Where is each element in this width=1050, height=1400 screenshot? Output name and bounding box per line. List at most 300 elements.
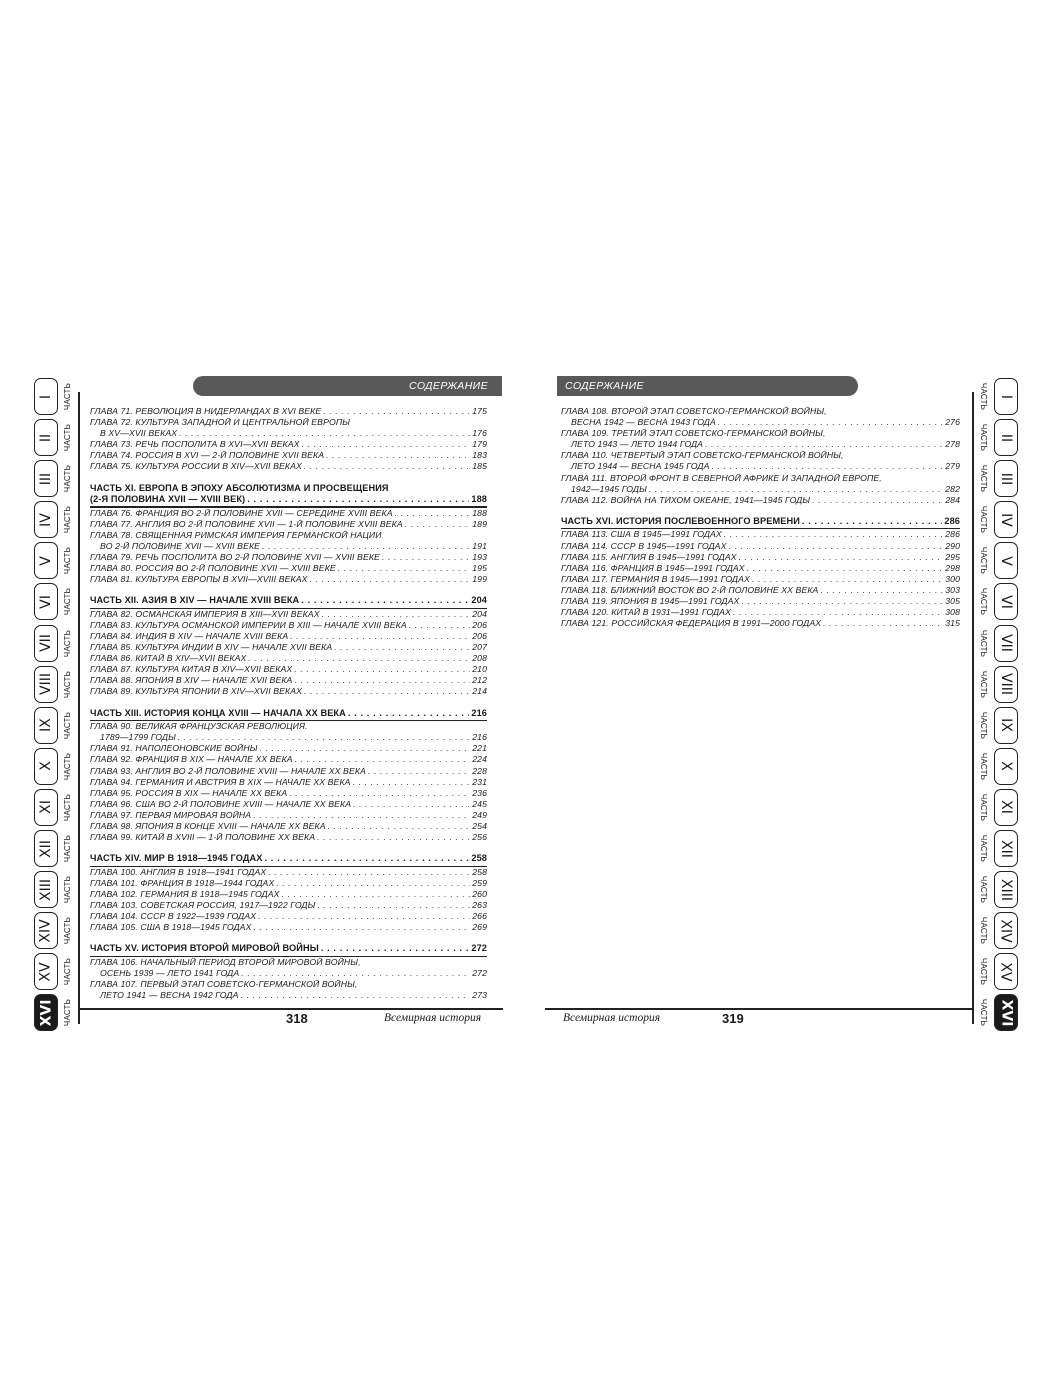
- entry-continuation-line: [90, 990, 487, 1001]
- dot-leader: [178, 732, 470, 743]
- right-page-number: 319: [722, 1011, 744, 1026]
- entry-first-line: [90, 483, 487, 494]
- part-tab-numeral: VIII: [38, 673, 54, 696]
- toc-chapter-entry: [561, 585, 960, 596]
- entry-page-number: 175: [472, 406, 487, 416]
- entry-first-line: [561, 473, 960, 484]
- entry-page-number: 183: [472, 450, 487, 461]
- entry-page-number: 303: [945, 584, 960, 595]
- entry-line: [90, 406, 487, 417]
- entry-line: [90, 878, 487, 889]
- dot-leader: [253, 810, 470, 821]
- part-tab-xii[interactable]: [976, 828, 1018, 869]
- part-tab-xiv[interactable]: [976, 910, 1018, 951]
- part-tab-word: ЧАСТЬ: [63, 793, 73, 822]
- part-tab-numeral-box: [34, 789, 58, 826]
- entry-title: ГЛАВА 97. ПЕРВАЯ МИРОВАЯ ВОЙНА: [90, 809, 252, 820]
- toc-chapter-entry: [90, 799, 487, 810]
- part-tab-word-box: [976, 791, 992, 824]
- dot-leader: [289, 788, 470, 799]
- part-tab-word: ЧАСТЬ: [979, 588, 989, 616]
- part-tab-numeral: IV: [998, 512, 1014, 527]
- toc-chapter-entry: [561, 406, 960, 428]
- part-tab-xiv[interactable]: [34, 910, 76, 951]
- part-tab-numeral-box: [994, 625, 1018, 662]
- toc-chapter-entry: [90, 574, 487, 585]
- entry-title: ГЛАВА 105. США В 1918—1945 ГОДАХ: [90, 922, 252, 933]
- left-footer-title: Всемирная история: [384, 1012, 482, 1024]
- part-tab-word: ЧАСТЬ: [979, 629, 989, 657]
- part-tab-xi[interactable]: [34, 787, 76, 828]
- entry-page-number: 179: [472, 439, 487, 450]
- entry-title: ГЛАВА 108. ВТОРОЙ ЭТАП СОВЕТСКО-ГЕРМАНСКОЙ ВОЙНЫ,: [561, 406, 827, 416]
- entry-title: ГЛАВА 75. КУЛЬТУРА РОССИИ В XIV—XVII ВЕКАХ: [90, 461, 302, 472]
- dot-leader: [248, 653, 470, 664]
- right-footer-title: Всемирная история: [563, 1012, 661, 1024]
- entry-first-line: [90, 979, 487, 990]
- entry-line: [561, 516, 960, 527]
- dot-leader: [253, 922, 470, 933]
- entry-title: (2-Я ПОЛОВИНА XVII — XVIII ВЕК): [90, 493, 246, 504]
- entry-page-number: 295: [945, 551, 960, 562]
- part-tab-numeral: II: [37, 433, 54, 442]
- part-tab-numeral: XI: [37, 800, 54, 815]
- part-tab-word-box: [60, 791, 76, 824]
- entry-first-line: [561, 450, 960, 461]
- part-tab-word: ЧАСТЬ: [63, 629, 73, 657]
- entry-line: [90, 519, 487, 530]
- part-tab-numeral: V: [997, 556, 1014, 566]
- entry-title: ГЛАВА 104. СССР В 1922—1939 ГОДАХ: [90, 911, 257, 922]
- dot-leader: [741, 596, 943, 607]
- entry-title: ГЛАВА 73. РЕЧЬ ПОСПОЛИТА В XVI—XVII ВЕКАХ: [90, 439, 300, 450]
- part-tab-i[interactable]: [976, 376, 1018, 417]
- toc-chapter-entry: [90, 417, 487, 439]
- part-tab-xvi[interactable]: [34, 992, 76, 1033]
- part-tab-word: ЧАСТЬ: [63, 465, 73, 493]
- entry-line: [90, 450, 487, 461]
- part-tab-numeral-box: [34, 625, 58, 662]
- entry-line: [561, 495, 960, 506]
- entry-page-number: 195: [472, 563, 487, 574]
- part-tab-x[interactable]: [34, 746, 76, 787]
- entry-title: В XV—XVII ВЕКАХ: [100, 428, 178, 439]
- part-tab-numeral-box: [994, 378, 1018, 415]
- part-tab-word-box: [976, 668, 992, 701]
- part-tab-numeral-box: [34, 707, 58, 744]
- part-tab-numeral: VIII: [998, 673, 1014, 696]
- entry-title: ЧАСТЬ XI. ЕВРОПА В ЭПОХУ АБСОЛЮТИЗМА И ПРОСВЕЩЕНИЯ: [90, 482, 389, 493]
- entry-line: [90, 642, 487, 653]
- entry-title: ЧАСТЬ XIII. ИСТОРИЯ КОНЦА XVIII — НАЧАЛА XX ВЕКА: [90, 707, 346, 718]
- entry-title: ЛЕТО 1941 — ВЕСНА 1942 ГОДА: [100, 990, 239, 1001]
- entry-line: [90, 508, 487, 519]
- entry-title: ЧАСТЬ XVI. ИСТОРИЯ ПОСЛЕВОЕННОГО ВРЕМЕНИ: [561, 515, 800, 526]
- dot-leader: [802, 516, 942, 527]
- dot-leader: [295, 754, 471, 765]
- entry-page-number: 284: [945, 494, 960, 505]
- entry-line: [90, 743, 487, 754]
- part-tab-xiii[interactable]: [34, 869, 76, 910]
- entry-page-number: 300: [945, 573, 960, 584]
- part-tab-iii[interactable]: [34, 458, 76, 499]
- part-tab-ix[interactable]: [976, 705, 1018, 746]
- entry-title: ГЛАВА 82. ОСМАНСКАЯ ИМПЕРИЯ В XIII—XVII ВЕКАХ: [90, 608, 320, 619]
- part-tab-word-box: [60, 709, 76, 742]
- entry-page-number: 188: [471, 493, 487, 504]
- part-tab-word: ЧАСТЬ: [979, 711, 989, 739]
- dot-leader: [353, 777, 471, 788]
- right-page-border: [972, 392, 974, 1024]
- part-tab-numeral-box: [34, 419, 58, 456]
- part-tab-numeral-box: [34, 871, 58, 908]
- entry-line: [90, 664, 487, 675]
- part-tabs-right: [976, 376, 1018, 1034]
- part-tab-numeral-box: [34, 378, 58, 415]
- dot-leader: [724, 529, 943, 540]
- part-tab-word-box: [976, 914, 992, 947]
- dot-leader: [733, 607, 943, 618]
- right-header-title: СОДЕРЖАНИЕ: [565, 380, 644, 392]
- entry-title: ГЛАВА 116. ФРАНЦИЯ В 1945—1991 ГОДАХ: [561, 562, 745, 573]
- part-tab-v[interactable]: [34, 540, 76, 581]
- entry-page-number: 188: [472, 507, 487, 518]
- part-tab-numeral-box: [994, 542, 1018, 579]
- part-tab-numeral-box: [34, 501, 58, 538]
- entry-line: [561, 607, 960, 618]
- entry-continuation-line: [90, 428, 487, 439]
- part-tab-i[interactable]: [34, 376, 76, 417]
- entry-line: [90, 595, 487, 606]
- dot-leader: [240, 990, 470, 1001]
- toc-chapter-entry: [561, 607, 960, 618]
- part-tab-word: ЧАСТЬ: [63, 958, 73, 986]
- toc-chapter-entry: [561, 450, 960, 472]
- toc-chapter-entry: [90, 675, 487, 686]
- entry-title: ГЛАВА 101. ФРАНЦИЯ В 1918—1944 ГОДАХ: [90, 877, 275, 888]
- left-toc-page: [90, 406, 487, 1001]
- entry-first-line: [561, 428, 960, 439]
- entry-title: ГЛАВА 95. РОССИЯ В XIX — НАЧАЛЕ XX ВЕКА: [90, 787, 288, 798]
- part-tab-word-box: [60, 585, 76, 618]
- part-tabs-left: [34, 376, 76, 1034]
- entry-page-number: 206: [472, 619, 487, 630]
- entry-title: 1789—1799 ГОДЫ: [100, 732, 176, 743]
- entry-title: ГЛАВА 91. НАПОЛЕОНОВСКИЕ ВОЙНЫ: [90, 743, 258, 754]
- part-tab-numeral: II: [997, 433, 1014, 442]
- part-tab-iv[interactable]: [976, 499, 1018, 540]
- part-tab-word: ЧАСТЬ: [979, 670, 989, 698]
- entry-line: [90, 754, 487, 765]
- entry-line: [90, 867, 487, 878]
- part-tab-word: ЧАСТЬ: [979, 382, 989, 411]
- part-tab-word-box: [976, 873, 992, 906]
- part-tab-word-box: [976, 627, 992, 660]
- toc-chapter-entry: [90, 777, 487, 788]
- entry-page-number: 231: [472, 776, 487, 787]
- toc-part-heading: [90, 708, 487, 722]
- part-tab-word: ЧАСТЬ: [979, 424, 989, 452]
- entry-first-line: [90, 721, 487, 732]
- part-tab-word: ЧАСТЬ: [63, 752, 73, 780]
- part-tab-xvi[interactable]: [976, 992, 1018, 1033]
- entry-page-number: 308: [945, 607, 960, 618]
- entry-page-number: 204: [471, 595, 487, 606]
- entry-line: [90, 620, 487, 631]
- part-tab-xii[interactable]: [34, 828, 76, 869]
- part-tab-numeral: XI: [997, 800, 1014, 815]
- entry-title: ГЛАВА 118. БЛИЖНИЙ ВОСТОК ВО 2-Й ПОЛОВИНЕ XX ВЕКА: [561, 584, 819, 595]
- entry-title: ГЛАВА 74. РОССИЯ В XVI — 2-Й ПОЛОВИНЕ XVII ВЕКА: [90, 450, 325, 461]
- entry-line: [90, 900, 487, 911]
- entry-page-number: 276: [945, 417, 960, 428]
- entry-title: ГЛАВА 83. КУЛЬТУРА ОСМАНСКОЙ ИМПЕРИИ В XIII — НАЧАЛЕ XVIII ВЕКА: [90, 619, 407, 630]
- toc-chapter-entry: [561, 552, 960, 563]
- entry-title: ГЛАВА 92. ФРАНЦИЯ В XIX — НАЧАЛЕ XX ВЕКА: [90, 754, 293, 765]
- part-tab-word-box: [976, 750, 992, 783]
- part-tab-numeral: XII: [997, 839, 1014, 858]
- part-tab-numeral-box: [994, 912, 1018, 949]
- part-tab-vi[interactable]: [976, 581, 1018, 622]
- part-tab-ix[interactable]: [34, 705, 76, 746]
- part-tab-word-box: [60, 996, 76, 1029]
- toc-part-heading: [90, 483, 487, 508]
- part-tab-numeral: XVI: [998, 999, 1014, 1027]
- entry-page-number: 206: [472, 631, 487, 641]
- entry-page-number: 199: [472, 574, 487, 585]
- part-tab-viii[interactable]: [976, 664, 1018, 705]
- part-tab-numeral-box: [34, 666, 58, 703]
- part-tab-word-box: [60, 955, 76, 988]
- part-tab-numeral: X: [998, 761, 1014, 772]
- entry-title: ГЛАВА 110. ЧЕТВЕРТЫЙ ЭТАП СОВЕТСКО-ГЕРМАНСКОЙ ВОЙНЫ,: [561, 450, 844, 461]
- entry-title: ГЛАВА 114. СССР В 1945—1991 ГОДАХ: [561, 540, 727, 551]
- part-tab-numeral: I: [37, 394, 54, 399]
- dot-leader: [368, 766, 470, 777]
- entry-line: [90, 439, 487, 450]
- part-tab-numeral-box: [34, 748, 58, 785]
- part-tab-word-box: [60, 668, 76, 701]
- toc-chapter-entry: [561, 473, 960, 495]
- dot-leader: [711, 461, 943, 472]
- dot-leader: [382, 552, 470, 563]
- part-tab-word-box: [60, 873, 76, 906]
- toc-chapter-entry: [561, 495, 960, 506]
- entry-page-number: 185: [472, 461, 487, 472]
- entry-page-number: 260: [472, 888, 487, 899]
- entry-first-line: [90, 530, 487, 541]
- entry-page-number: 259: [472, 877, 487, 888]
- dot-leader: [282, 889, 471, 900]
- entry-title: ГЛАВА 88. ЯПОНИЯ В XIV — НАЧАЛЕ XVII ВЕКА: [90, 675, 293, 686]
- part-tab-numeral: XVI: [38, 999, 54, 1027]
- entry-continuation-line: [561, 417, 960, 428]
- entry-title: ГЛАВА 107. ПЕРВЫЙ ЭТАП СОВЕТСКО-ГЕРМАНСКОЙ ВОЙНЫ,: [90, 979, 358, 990]
- part-tab-v[interactable]: [976, 540, 1018, 581]
- dot-leader: [310, 574, 471, 585]
- entry-continuation-line: [561, 439, 960, 450]
- toc-chapter-entry: [90, 508, 487, 519]
- entry-title: ГЛАВА 79. РЕЧЬ ПОСПОЛИТА ВО 2-Й ПОЛОВИНЕ XVII — XVIII ВЕКЕ: [90, 551, 380, 562]
- part-tab-xv[interactable]: [34, 951, 76, 992]
- entry-title: ГЛАВА 85. КУЛЬТУРА ИНДИИ В XIV — НАЧАЛЕ XVII ВЕКА: [90, 642, 333, 653]
- part-tab-word-box: [976, 709, 992, 742]
- part-tab-numeral-box: [34, 953, 58, 990]
- entry-page-number: 221: [472, 743, 487, 754]
- dot-leader: [268, 867, 470, 878]
- toc-chapter-entry: [90, 889, 487, 900]
- dot-leader: [326, 450, 470, 461]
- part-tab-numeral: V: [37, 556, 54, 566]
- entry-line: [90, 675, 487, 686]
- part-tab-word: ЧАСТЬ: [63, 547, 73, 575]
- part-tab-word: ЧАСТЬ: [63, 506, 73, 534]
- part-tab-numeral: IV: [38, 512, 54, 527]
- entry-line: [90, 708, 487, 719]
- entry-line: [90, 889, 487, 900]
- toc-chapter-entry: [561, 428, 960, 450]
- part-tab-word: ЧАСТЬ: [63, 382, 73, 411]
- toc-chapter-entry: [90, 900, 487, 911]
- part-tab-word-box: [60, 627, 76, 660]
- entry-page-number: 224: [472, 754, 487, 765]
- part-tab-word-box: [60, 750, 76, 783]
- entry-title: ВЕСНА 1942 — ВЕСНА 1943 ГОДА: [571, 417, 716, 428]
- part-tab-x[interactable]: [976, 746, 1018, 787]
- toc-chapter-entry: [90, 552, 487, 563]
- dot-leader: [290, 631, 470, 642]
- part-tab-ii[interactable]: [976, 417, 1018, 458]
- part-tab-numeral-box: [34, 994, 58, 1031]
- entry-title: ГЛАВА 100. АНГЛИЯ В 1918—1941 ГОДАХ: [90, 866, 267, 877]
- dot-leader: [179, 428, 470, 439]
- dot-leader: [328, 821, 471, 832]
- part-tab-numeral: I: [997, 394, 1014, 399]
- entry-first-line: [90, 957, 487, 968]
- entry-first-line: [561, 406, 960, 417]
- entry-line: [561, 541, 960, 552]
- entry-page-number: 245: [472, 798, 487, 809]
- entry-page-number: 286: [945, 529, 960, 540]
- toc-chapter-entry: [90, 461, 487, 472]
- part-tab-word-box: [60, 380, 76, 413]
- part-tab-word: ЧАСТЬ: [63, 876, 73, 904]
- dot-leader: [334, 642, 470, 653]
- entry-continuation-line: [90, 541, 487, 552]
- part-tab-numeral: XIII: [37, 878, 54, 901]
- part-tab-word: ЧАСТЬ: [63, 917, 73, 945]
- entry-line: [90, 686, 487, 697]
- entry-line: [90, 777, 487, 788]
- part-tab-xv[interactable]: [976, 951, 1018, 992]
- part-tab-vi[interactable]: [34, 581, 76, 622]
- entry-title: ГЛАВА 103. СОВЕТСКАЯ РОССИЯ, 1917—1922 ГОДЫ: [90, 900, 316, 911]
- part-tab-word-box: [976, 832, 992, 865]
- part-tab-xi[interactable]: [976, 787, 1018, 828]
- toc-chapter-entry: [90, 832, 487, 843]
- toc-chapter-entry: [90, 911, 487, 922]
- entry-title: ГЛАВА 109. ТРЕТИЙ ЭТАП СОВЕТСКО-ГЕРМАНСКОЙ ВОЙНЫ,: [561, 428, 826, 439]
- toc-chapter-entry: [90, 922, 487, 933]
- toc-chapter-entry: [90, 530, 487, 552]
- entry-title: ОСЕНЬ 1939 — ЛЕТО 1941 ГОДА: [100, 968, 240, 979]
- toc-chapter-entry: [90, 810, 487, 821]
- entry-page-number: 279: [945, 461, 960, 472]
- entry-title: ЧАСТЬ XIV. МИР В 1918—1945 ГОДАХ: [90, 853, 263, 864]
- entry-page-number: 278: [945, 439, 960, 450]
- entry-page-number: 272: [471, 943, 487, 954]
- part-tab-word-box: [976, 955, 992, 988]
- part-tab-word: ЧАСТЬ: [979, 547, 989, 575]
- part-tab-numeral-box: [34, 542, 58, 579]
- part-tab-numeral: III: [997, 472, 1014, 485]
- entry-line: [561, 618, 960, 629]
- entry-page-number: 269: [472, 922, 487, 933]
- left-running-header: [193, 376, 502, 396]
- entry-title: ГЛАВА 93. АНГЛИЯ ВО 2-Й ПОЛОВИНЕ XVIII — НАЧАЛЕ XX ВЕКА: [90, 765, 366, 776]
- dot-leader: [264, 853, 469, 864]
- entry-line: [90, 943, 487, 954]
- dot-leader: [304, 686, 470, 697]
- entry-page-number: 298: [945, 562, 960, 573]
- entry-line: [90, 853, 487, 864]
- entry-title: ГЛАВА 112. ВОЙНА НА ТИХОМ ОКЕАНЕ, 1941—1945 ГОДЫ: [561, 494, 811, 505]
- part-tab-xiii[interactable]: [976, 869, 1018, 910]
- entry-page-number: 258: [472, 866, 487, 877]
- left-header-title: СОДЕРЖАНИЕ: [409, 380, 488, 392]
- entry-title: ГЛАВА 78. СВЯЩЕННАЯ РИМСКАЯ ИМПЕРИЯ ГЕРМАНСКОЙ НАЦИИ: [90, 529, 382, 540]
- part-tab-word: ЧАСТЬ: [979, 834, 989, 863]
- entry-line: [561, 563, 960, 574]
- entry-page-number: 290: [945, 540, 960, 551]
- part-tab-iii[interactable]: [976, 458, 1018, 499]
- part-tab-numeral: VI: [38, 595, 54, 609]
- toc-chapter-entry: [90, 631, 487, 642]
- entry-page-number: 210: [472, 664, 487, 675]
- toc-chapter-entry: [90, 957, 487, 979]
- part-tab-vii[interactable]: [976, 623, 1018, 664]
- part-tab-numeral-box: [994, 501, 1018, 538]
- part-tab-word: ЧАСТЬ: [979, 876, 989, 904]
- dot-leader: [739, 552, 944, 563]
- dot-leader: [301, 595, 469, 606]
- entry-title: ГЛАВА 96. США ВО 2-Й ПОЛОВИНЕ XVIII — НАЧАЛЕ XX ВЕКА: [90, 798, 352, 809]
- part-tab-iv[interactable]: [34, 499, 76, 540]
- dot-leader: [752, 574, 943, 585]
- dot-leader: [294, 664, 470, 675]
- toc-chapter-entry: [90, 686, 487, 697]
- entry-page-number: 176: [472, 428, 487, 439]
- part-tab-word: ЧАСТЬ: [979, 958, 989, 986]
- entry-title: ГЛАВА 84. ИНДИЯ В XIV — НАЧАЛЕ XVIII ВЕКА: [90, 631, 289, 641]
- dot-leader: [258, 911, 470, 922]
- part-tab-word: ЧАСТЬ: [979, 465, 989, 493]
- dot-leader: [276, 878, 470, 889]
- part-tab-vii[interactable]: [34, 623, 76, 664]
- part-tab-ii[interactable]: [34, 417, 76, 458]
- entry-line: [90, 821, 487, 832]
- entry-title: ГЛАВА 94. ГЕРМАНИЯ И АВСТРИЯ В XIX — НАЧАЛЕ XX ВЕКА: [90, 776, 351, 787]
- entry-title: ГЛАВА 77. АНГЛИЯ ВО 2-Й ПОЛОВИНЕ XVII — 1-Й ПОЛОВИНЕ XVIII ВЕКА: [90, 518, 403, 529]
- part-tab-word-box: [60, 914, 76, 947]
- part-tab-numeral-box: [994, 460, 1018, 497]
- entry-line: [90, 911, 487, 922]
- part-tab-numeral-box: [994, 748, 1018, 785]
- dot-leader: [823, 618, 943, 629]
- part-tab-viii[interactable]: [34, 664, 76, 705]
- part-tab-numeral: XV: [997, 962, 1014, 982]
- toc-chapter-entry: [90, 609, 487, 620]
